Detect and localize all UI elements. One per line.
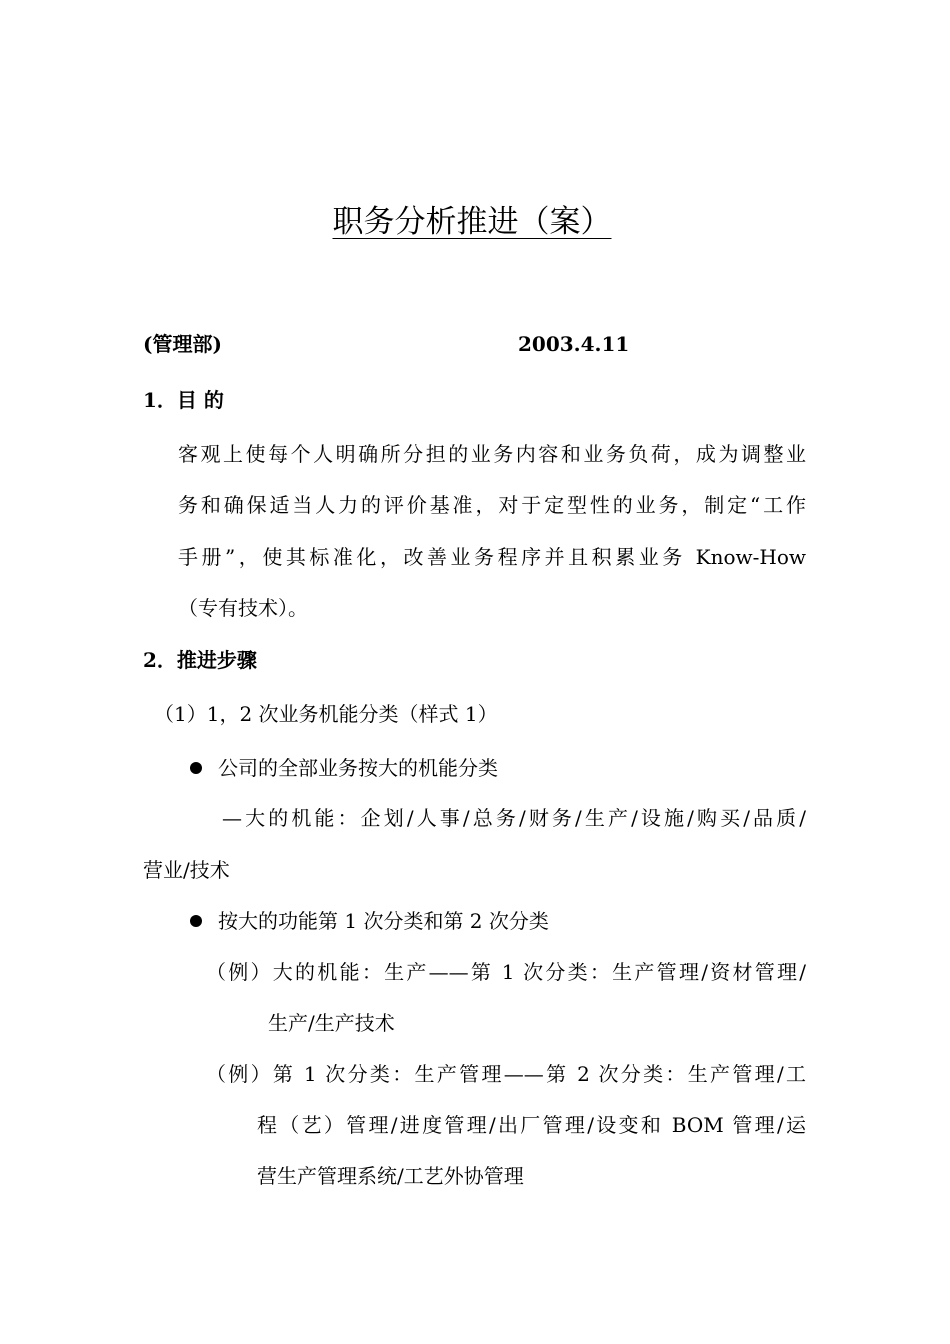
purpose-line-3: 手册”，使其标准化，改善业务程序并且积累业务 Know-How bbox=[178, 545, 806, 569]
bullet-item-2 bbox=[190, 907, 549, 935]
bullet-1-detail-line-2: 营业/技术 bbox=[143, 858, 230, 882]
example-1-line-2: 生产/生产技术 bbox=[268, 1011, 395, 1035]
step-1-heading: （1）1，2 次业务机能分类（样式 1） bbox=[154, 702, 498, 726]
example-2-line-1: （例）第 1 次分类：生产管理——第 2 次分类：生产管理/工 bbox=[206, 1062, 806, 1086]
section-2-heading: 2．推进步骤 bbox=[143, 648, 257, 672]
section-1-heading: 1．目 的 bbox=[143, 388, 224, 412]
bullet-text: 公司的全部业务按大的机能分类 bbox=[218, 756, 498, 780]
example-2-line-3: 营生产管理系统/工艺外协管理 bbox=[257, 1164, 524, 1188]
purpose-line-4: （专有技术）。 bbox=[178, 596, 308, 620]
department-label: (管理部) bbox=[143, 332, 222, 356]
document-title: 职务分析推进（案） bbox=[332, 204, 612, 240]
example-2-line-2: 程（艺）管理/进度管理/出厂管理/设变和 BOM 管理/运 bbox=[257, 1113, 806, 1137]
example-1-line-1: （例）大的机能：生产——第 1 次分类：生产管理/资材管理/ bbox=[206, 960, 806, 984]
bullet-1-detail-line-1: —大的机能：企划/人事/总务/财务/生产/设施/购买/品质/ bbox=[222, 806, 806, 830]
purpose-line-1: 客观上使每个人明确所分担的业务内容和业务负荷，成为调整业 bbox=[178, 442, 806, 466]
purpose-line-2: 务和确保适当人力的评价基准，对于定型性的业务，制定“工作 bbox=[178, 493, 806, 517]
bullet-item-1 bbox=[190, 754, 498, 782]
document-date: 2003.4.11 bbox=[518, 332, 630, 356]
bullet-text: 按大的功能第 1 次分类和第 2 次分类 bbox=[218, 909, 549, 933]
bullet-icon bbox=[190, 915, 202, 927]
bullet-icon bbox=[190, 762, 202, 774]
